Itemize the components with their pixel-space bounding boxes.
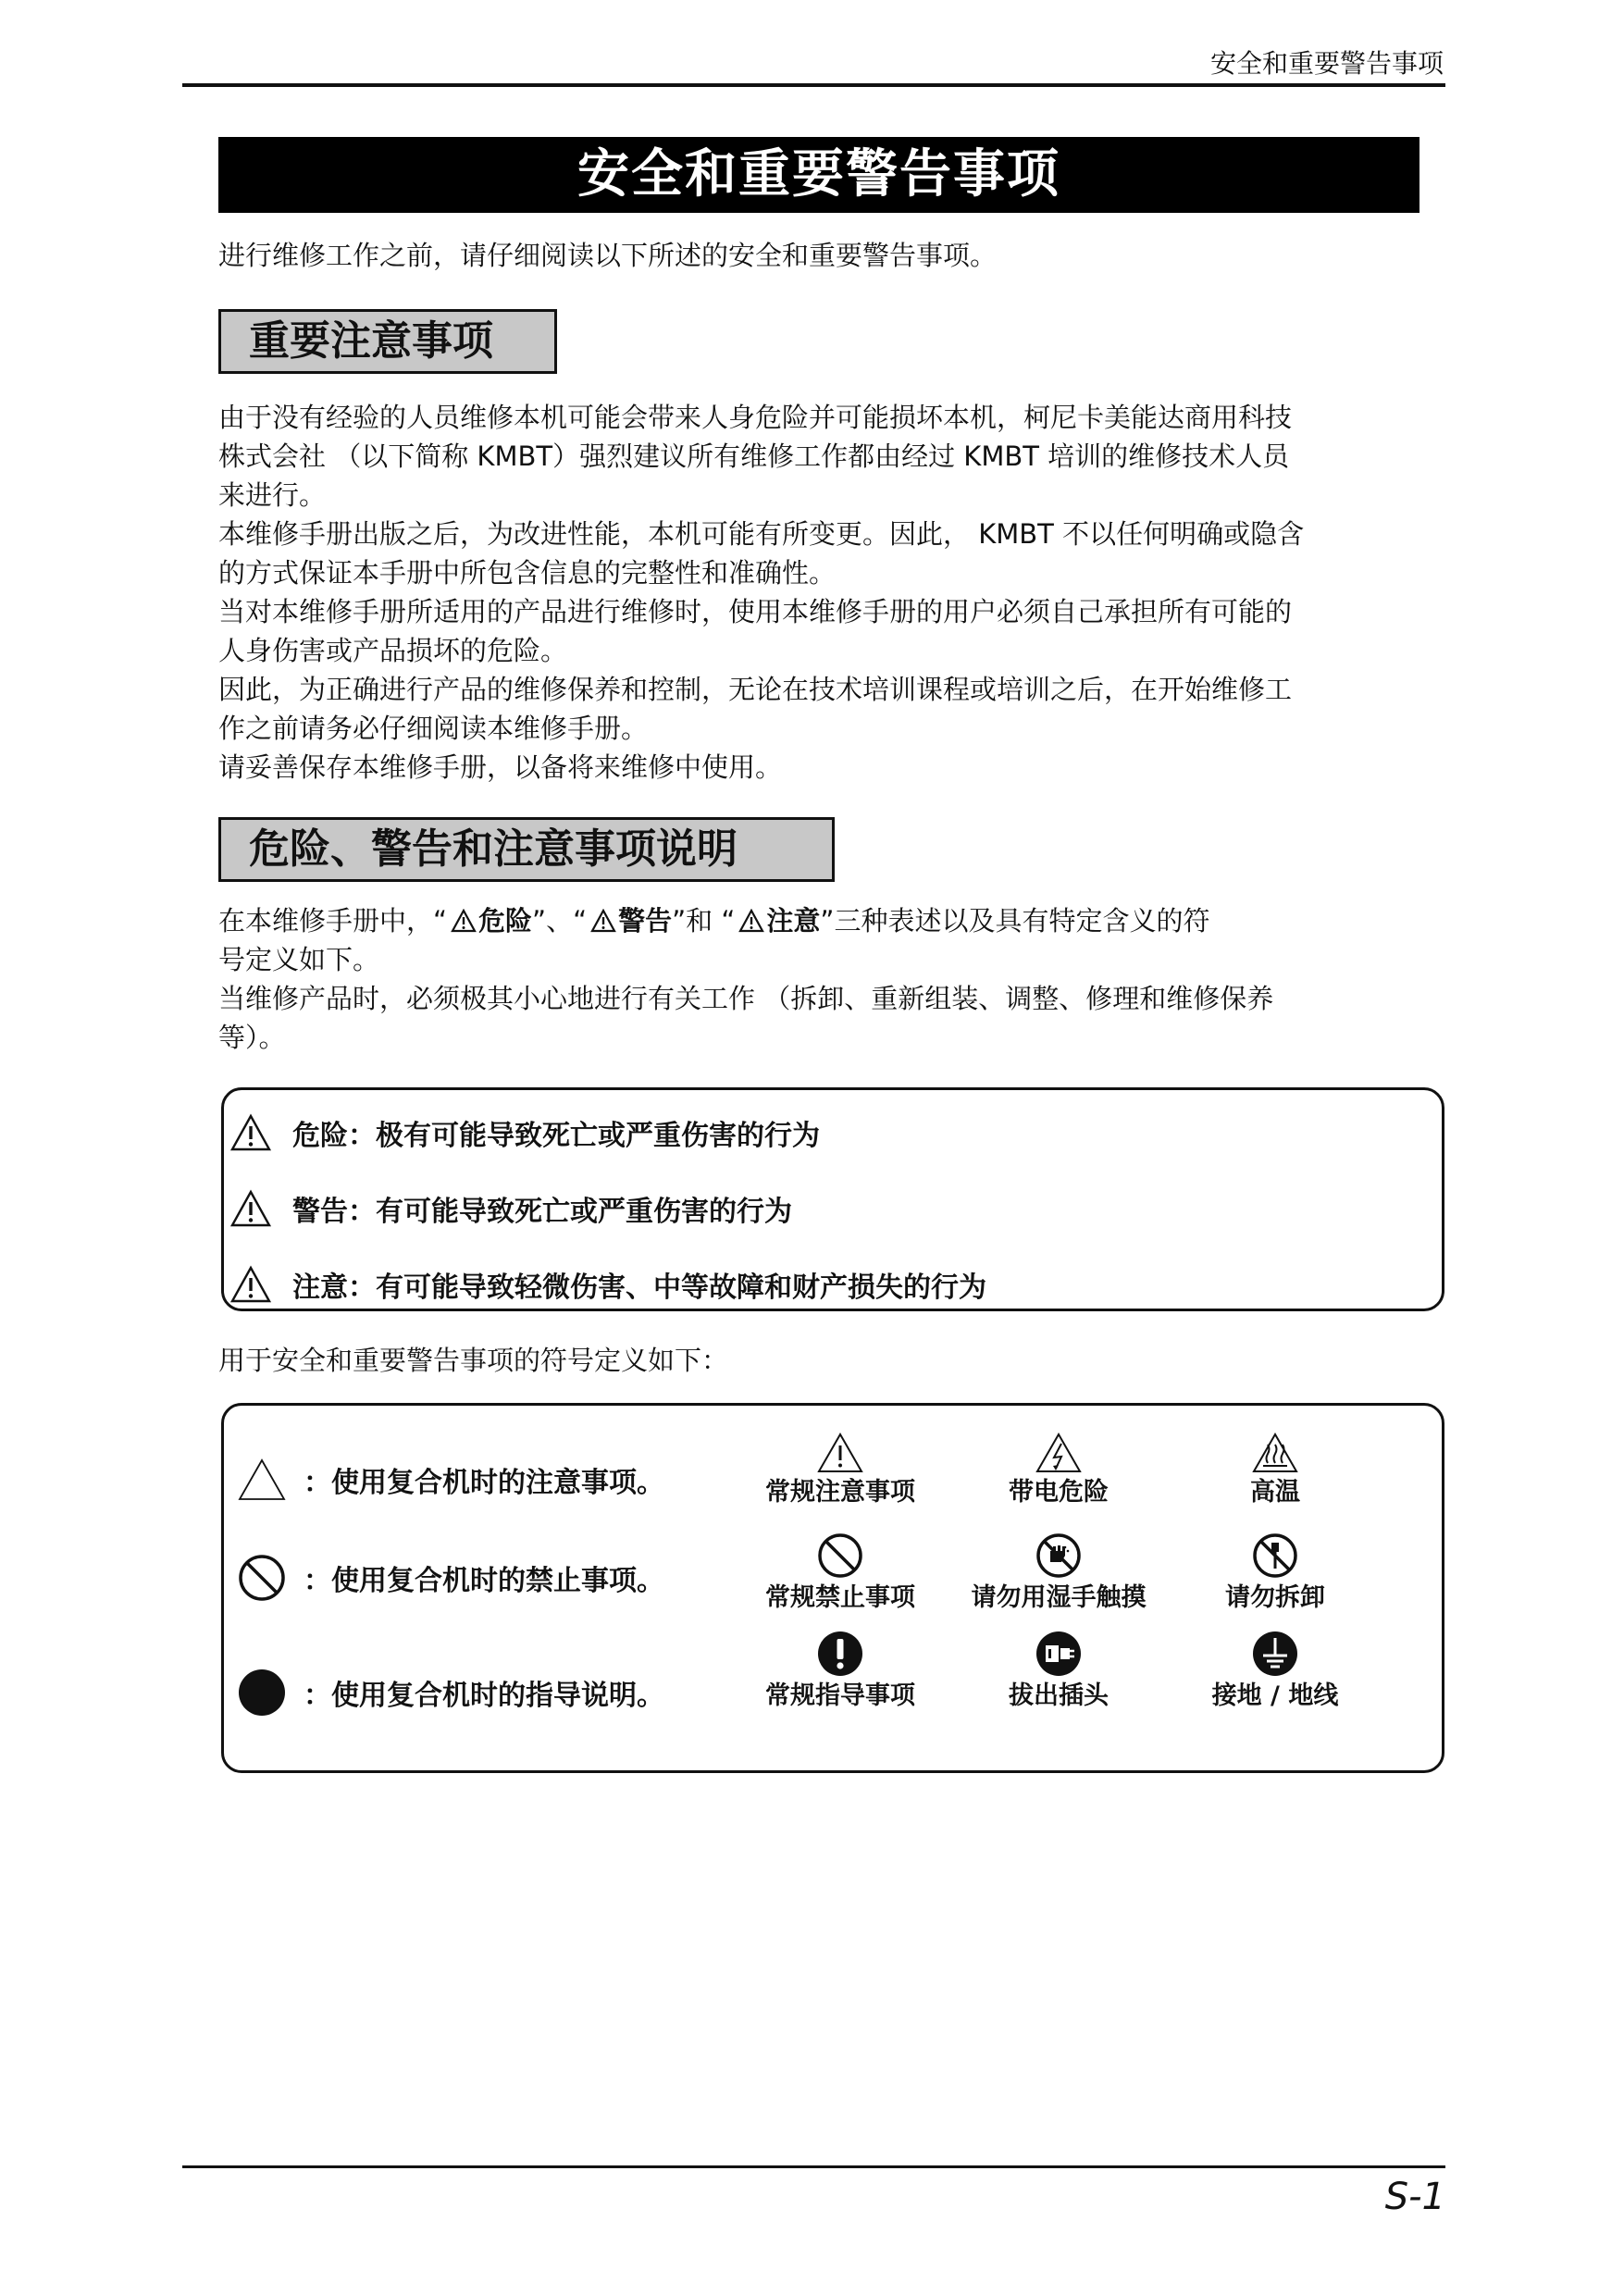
body-line: 本维修手册出版之后，为改进性能，本机可能有所变更。因此， KMBT 不以任何明确或隐含 bbox=[218, 518, 1305, 550]
body-line: 号定义如下。 bbox=[218, 944, 380, 975]
symbol-example-unplug bbox=[957, 1630, 1160, 1713]
exclamation-circle-icon bbox=[816, 1630, 864, 1678]
outline-triangle-icon bbox=[237, 1458, 287, 1502]
symbol-example-general-instruction bbox=[738, 1630, 942, 1713]
symbols-box bbox=[221, 1403, 1444, 1773]
symbol-type-text: ：使用复合机时的指导说明。 bbox=[304, 1680, 664, 1712]
symbol-example-label: 常规禁止事项 bbox=[765, 1583, 915, 1612]
running-header: 安全和重要警告事项 bbox=[1209, 48, 1444, 79]
body-line: 的方式保证本手册中所包含信息的完整性和准确性。 bbox=[218, 557, 837, 589]
body-line: 来进行。 bbox=[218, 479, 327, 511]
text-fragment: ”、“ bbox=[532, 905, 588, 937]
warning-triangle-icon bbox=[451, 909, 477, 933]
text-fragment: ”三种表述以及具有特定含义的符 bbox=[820, 905, 1210, 937]
symbol-example-no-wet-hands bbox=[957, 1532, 1160, 1615]
section-heading-important-notes: 重要注意事项 bbox=[218, 309, 557, 374]
body-line: 由于没有经验的人员维修本机可能会带来人身危险并可能损坏本机，柯尼卡美能达商用科技 bbox=[218, 402, 1293, 433]
symbol-example-electric-hazard bbox=[957, 1432, 1160, 1509]
symbol-example-label: 带电危险 bbox=[1009, 1478, 1109, 1507]
no-disassembly-icon bbox=[1251, 1532, 1299, 1580]
body-line: 当对本维修手册所适用的产品进行维修时，使用本维修手册的用户必须自己承担所有可能的 bbox=[218, 596, 1293, 627]
symbol-example-high-temperature bbox=[1173, 1432, 1377, 1509]
term-caution: 注意 bbox=[766, 905, 821, 937]
important-notes-body bbox=[218, 398, 1449, 787]
section-heading-danger-warning-caution: 危险、警告和注意事项说明 bbox=[218, 817, 835, 882]
no-wet-hands-icon bbox=[1035, 1532, 1083, 1580]
body-line: 等）。 bbox=[218, 1022, 286, 1053]
page-number: S-1 bbox=[1384, 2176, 1445, 2218]
body-line: 请妥善保存本维修手册，以备将来维修中使用。 bbox=[218, 751, 783, 783]
warning-triangle-icon bbox=[590, 909, 616, 933]
body-line: 株式会社 （以下简称 KMBT）强烈建议所有维修工作都由经过 KMBT 培训的维修技术人员 bbox=[218, 440, 1290, 472]
high-temperature-icon bbox=[1251, 1432, 1299, 1474]
intro-text: 进行维修工作之前，请仔细阅读以下所述的安全和重要警告事项。 bbox=[218, 240, 998, 271]
warning-triangle-icon bbox=[229, 1189, 272, 1228]
general-caution-icon bbox=[816, 1432, 864, 1474]
warning-levels-box bbox=[221, 1087, 1444, 1311]
electric-hazard-icon bbox=[1035, 1432, 1083, 1474]
page-title: 安全和重要警告事项 bbox=[218, 137, 1419, 213]
body-line: 作之前请务必仔细阅读本维修手册。 bbox=[218, 713, 649, 744]
symbol-type-prohibition bbox=[237, 1550, 664, 1606]
symbol-example-ground bbox=[1173, 1630, 1377, 1713]
danger-warning-caution-body bbox=[218, 901, 1449, 1057]
text-fragment: 在本维修手册中，“ bbox=[218, 905, 448, 937]
body-line: 当维修产品时，必须极其小心地进行有关工作 （拆卸、重新组装、调整、修理和维修保养 bbox=[218, 983, 1274, 1014]
symbol-type-caution bbox=[237, 1452, 664, 1507]
symbol-example-label: 高温 bbox=[1250, 1478, 1300, 1507]
ground-icon bbox=[1251, 1630, 1299, 1678]
body-line: 因此，为正确进行产品的维修保养和控制，无论在技术培训课程或培训之后，在开始维修工 bbox=[218, 674, 1293, 705]
warning-row-warning bbox=[229, 1183, 792, 1234]
symbol-example-label: 请勿用湿手触摸 bbox=[971, 1583, 1147, 1612]
warning-triangle-icon bbox=[229, 1113, 272, 1152]
symbol-example-label: 拔出插头 bbox=[1009, 1681, 1109, 1710]
warning-text: 注意：有可能导致轻微伤害、中等故障和财产损失的行为 bbox=[292, 1272, 986, 1304]
warning-text: 危险：极有可能导致死亡或严重伤害的行为 bbox=[292, 1120, 820, 1152]
symbol-example-general-prohibition bbox=[738, 1532, 942, 1615]
symbol-example-label: 请勿拆卸 bbox=[1225, 1583, 1325, 1612]
unplug-icon bbox=[1035, 1630, 1083, 1678]
symbol-example-label: 接地 / 地线 bbox=[1211, 1681, 1339, 1710]
warning-row-danger bbox=[229, 1107, 820, 1159]
symbol-example-no-disassembly bbox=[1173, 1532, 1377, 1615]
warning-row-caution bbox=[229, 1259, 986, 1310]
text-fragment: ”和 “ bbox=[672, 905, 736, 937]
term-warning: 警告 bbox=[618, 905, 673, 937]
filled-circle-icon bbox=[237, 1668, 287, 1718]
header-rule bbox=[182, 83, 1445, 87]
warning-triangle-icon bbox=[229, 1265, 272, 1304]
symbol-type-text: ：使用复合机时的禁止事项。 bbox=[304, 1565, 664, 1597]
symbol-type-instruction bbox=[237, 1665, 664, 1720]
symbol-type-text: ：使用复合机时的注意事项。 bbox=[304, 1467, 664, 1499]
body-line: 人身伤害或产品损坏的危险。 bbox=[218, 635, 568, 666]
term-danger: 危险 bbox=[478, 905, 533, 937]
body-line bbox=[218, 901, 1449, 940]
footer-rule bbox=[182, 2165, 1445, 2168]
warning-triangle-icon bbox=[738, 909, 764, 933]
symbols-intro: 用于安全和重要警告事项的符号定义如下： bbox=[218, 1345, 729, 1376]
warning-text: 警告：有可能导致死亡或严重伤害的行为 bbox=[292, 1196, 792, 1228]
symbol-example-label: 常规注意事项 bbox=[765, 1478, 915, 1507]
symbol-example-label: 常规指导事项 bbox=[765, 1681, 915, 1710]
general-prohibition-icon bbox=[816, 1532, 864, 1580]
symbol-example-general-caution bbox=[738, 1432, 942, 1509]
prohibition-circle-icon bbox=[237, 1553, 287, 1603]
